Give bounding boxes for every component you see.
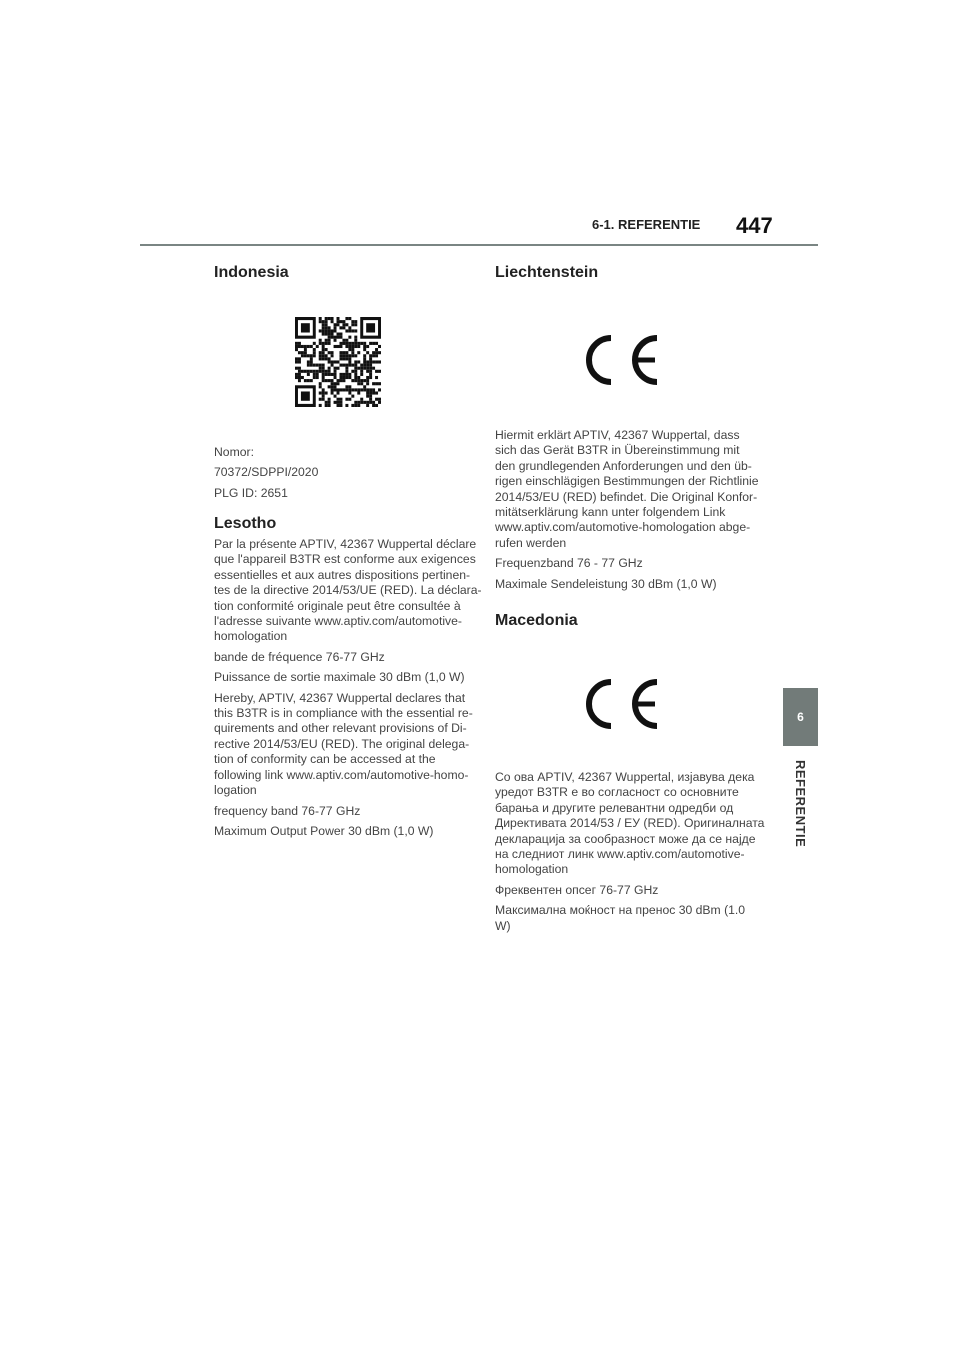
text-line: que l'appareil B3TR est conforme aux exigences xyxy=(214,552,476,567)
paragraph xyxy=(214,537,482,645)
section-macedonia xyxy=(495,612,765,939)
text-line: Maximale Sendeleistung 30 dBm (1,0 W) xyxy=(495,576,717,591)
text-line: 70372/SDPPI/2020 xyxy=(214,465,319,480)
text-line: tes de la directive 2014/53/UE (RED). La déclara- xyxy=(214,583,482,598)
text-line: sich das Gerät B3TR in Übereinstimmung mit xyxy=(495,443,740,458)
section-liechtenstein xyxy=(495,264,759,597)
heading-macedonia: Macedonia xyxy=(495,612,578,629)
text-line: Максимална моќност на пренос 30 dBm (1.0 xyxy=(495,903,746,918)
paragraph xyxy=(214,804,474,819)
info-line xyxy=(214,465,474,480)
text-line: rective 2014/53/EU (RED). The original delega- xyxy=(214,736,470,751)
info-line xyxy=(214,486,474,501)
text-line: Frequenzband 76 - 77 GHz xyxy=(495,556,643,571)
text-line: essentielles et aux autres dispositions pertinen- xyxy=(214,567,471,582)
text-line: Puissance de sortie maximale 30 dBm (1,0 W) xyxy=(214,670,465,685)
paragraph xyxy=(495,428,759,551)
text-line: frequency band 76-77 GHz xyxy=(214,803,361,818)
text-line: logation xyxy=(214,783,257,798)
paragraph xyxy=(495,556,755,571)
text-line: барања и другите релевантни одредби од xyxy=(495,800,734,815)
text-line: this B3TR is in compliance with the essential re- xyxy=(214,706,473,721)
paragraph xyxy=(214,670,474,685)
heading-liechtenstein: Liechtenstein xyxy=(495,264,599,281)
ce-mark xyxy=(575,332,755,388)
text-line: tion conformité originale peut être consultée à xyxy=(214,598,461,613)
text-line: homologation xyxy=(214,629,288,644)
text-line: Hiermit erklärt APTIV, 42367 Wuppertal, dass xyxy=(495,428,740,442)
section-lesotho xyxy=(214,515,482,844)
text-line: Maximum Output Power 30 dBm (1,0 W) xyxy=(214,823,434,838)
ce-mark xyxy=(575,676,755,732)
text-line: rigen einschlägigen Bestimmungen der Richtlinie xyxy=(495,474,759,489)
header-divider xyxy=(140,244,818,246)
text-line: www.aptiv.com/automotive-homologation abge- xyxy=(495,520,751,535)
page-number: 447 xyxy=(736,213,773,238)
chapter-number: 6 xyxy=(797,710,804,724)
text-line: bande de fréquence 76-77 GHz xyxy=(214,649,385,664)
text-line: l'adresse suivante www.aptiv.com/automotive- xyxy=(214,614,462,629)
paragraph xyxy=(495,883,755,898)
heading-indonesia: Indonesia xyxy=(214,264,289,281)
text-line: Фреквентен опсег 76-77 GHz xyxy=(495,882,659,897)
section-indonesia xyxy=(214,264,474,506)
text-line: Nomor: xyxy=(214,445,254,459)
text-line: декларација за сообразност може да се најде xyxy=(495,831,756,846)
text-line: den grundlegenden Anforderungen und den üb- xyxy=(495,458,752,473)
text-line: homologation xyxy=(495,862,569,877)
text-line: quirements and other relevant provisions of Di- xyxy=(214,721,467,736)
text-line: Директивата 2014/53 / ЕУ (RED). Оригиналната xyxy=(495,816,765,831)
text-line: following link www.aptiv.com/automotive-homo- xyxy=(214,767,469,782)
text-line: на следниот линк www.aptiv.com/automotive- xyxy=(495,847,745,862)
paragraph xyxy=(495,770,765,878)
paragraph xyxy=(214,824,474,839)
chapter-tab[interactable] xyxy=(783,688,818,746)
section-title: 6-1. REFERENTIE xyxy=(592,217,701,232)
text-line: W) xyxy=(495,918,511,933)
text-line: уредот B3TR е во согласност со основните xyxy=(495,785,739,800)
text-line: 2014/53/EU (RED) befindet. Die Original Konfor- xyxy=(495,489,758,504)
qr-code xyxy=(295,317,381,407)
text-line: Hereby, APTIV, 42367 Wuppertal declares that xyxy=(214,690,466,705)
text-line: PLG ID: 2651 xyxy=(214,485,288,500)
chapter-tab-label: REFERENTIE xyxy=(793,760,808,848)
paragraph xyxy=(495,903,755,934)
text-line: tion of conformity can be accessed at the xyxy=(214,752,436,767)
text-line: mitätserklärung kann unter folgendem Link xyxy=(495,505,726,520)
paragraph xyxy=(214,691,474,799)
heading-lesotho: Lesotho xyxy=(214,515,277,532)
paragraph xyxy=(214,650,474,665)
paragraph xyxy=(495,577,755,592)
text-line: rufen werden xyxy=(495,535,567,550)
text-line: Со ова APTIV, 42367 Wuppertal, изјавува дека xyxy=(495,770,755,784)
text-line: Par la présente APTIV, 42367 Wuppertal déclare xyxy=(214,537,477,551)
info-line xyxy=(214,445,474,460)
